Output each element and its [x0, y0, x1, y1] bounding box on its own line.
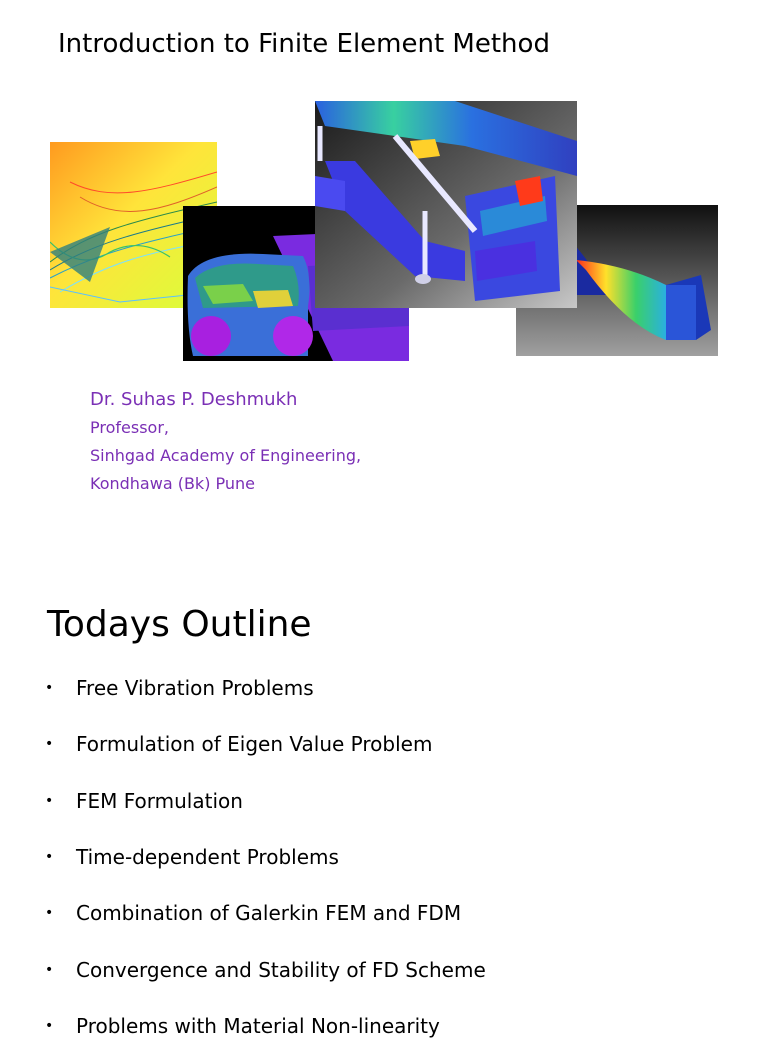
author-name: Dr. Suhas P. Deshmukh — [90, 389, 298, 410]
list-item-label: Problems with Material Non-linearity — [76, 1013, 440, 1038]
author-block — [90, 386, 361, 498]
list-item-label: Time-dependent Problems — [76, 845, 339, 870]
list-item — [44, 941, 486, 997]
list-item — [44, 829, 486, 885]
list-item-label: Formulation of Eigen Value Problem — [76, 732, 433, 757]
author-position: Professor, — [90, 418, 169, 437]
author-location: Kondhawa (Bk) Pune — [90, 474, 256, 493]
mechanical-assembly-stress-image — [315, 101, 577, 308]
list-item-label: Free Vibration Problems — [76, 676, 314, 701]
list-item — [44, 885, 486, 941]
bullet-icon: • — [45, 961, 54, 978]
bullet-icon: • — [45, 736, 54, 753]
list-item — [44, 998, 486, 1054]
list-item — [44, 660, 486, 716]
bullet-icon: • — [45, 905, 54, 922]
list-item-label: Convergence and Stability of FD Scheme — [76, 957, 486, 982]
outline-list — [44, 660, 486, 1054]
bullet-icon: • — [45, 849, 54, 866]
bullet-icon: • — [45, 1017, 54, 1034]
list-item-label: Combination of Galerkin FEM and FDM — [76, 901, 462, 926]
bullet-icon: • — [45, 680, 54, 697]
bullet-icon: • — [45, 792, 54, 809]
list-item-label: FEM Formulation — [76, 788, 243, 813]
author-institution: Sinhgad Academy of Engineering, — [90, 446, 362, 465]
page-title: Introduction to Finite Element Method — [58, 29, 550, 59]
list-item — [44, 716, 486, 772]
list-item — [44, 773, 486, 829]
outline-heading: Todays Outline — [47, 604, 312, 645]
